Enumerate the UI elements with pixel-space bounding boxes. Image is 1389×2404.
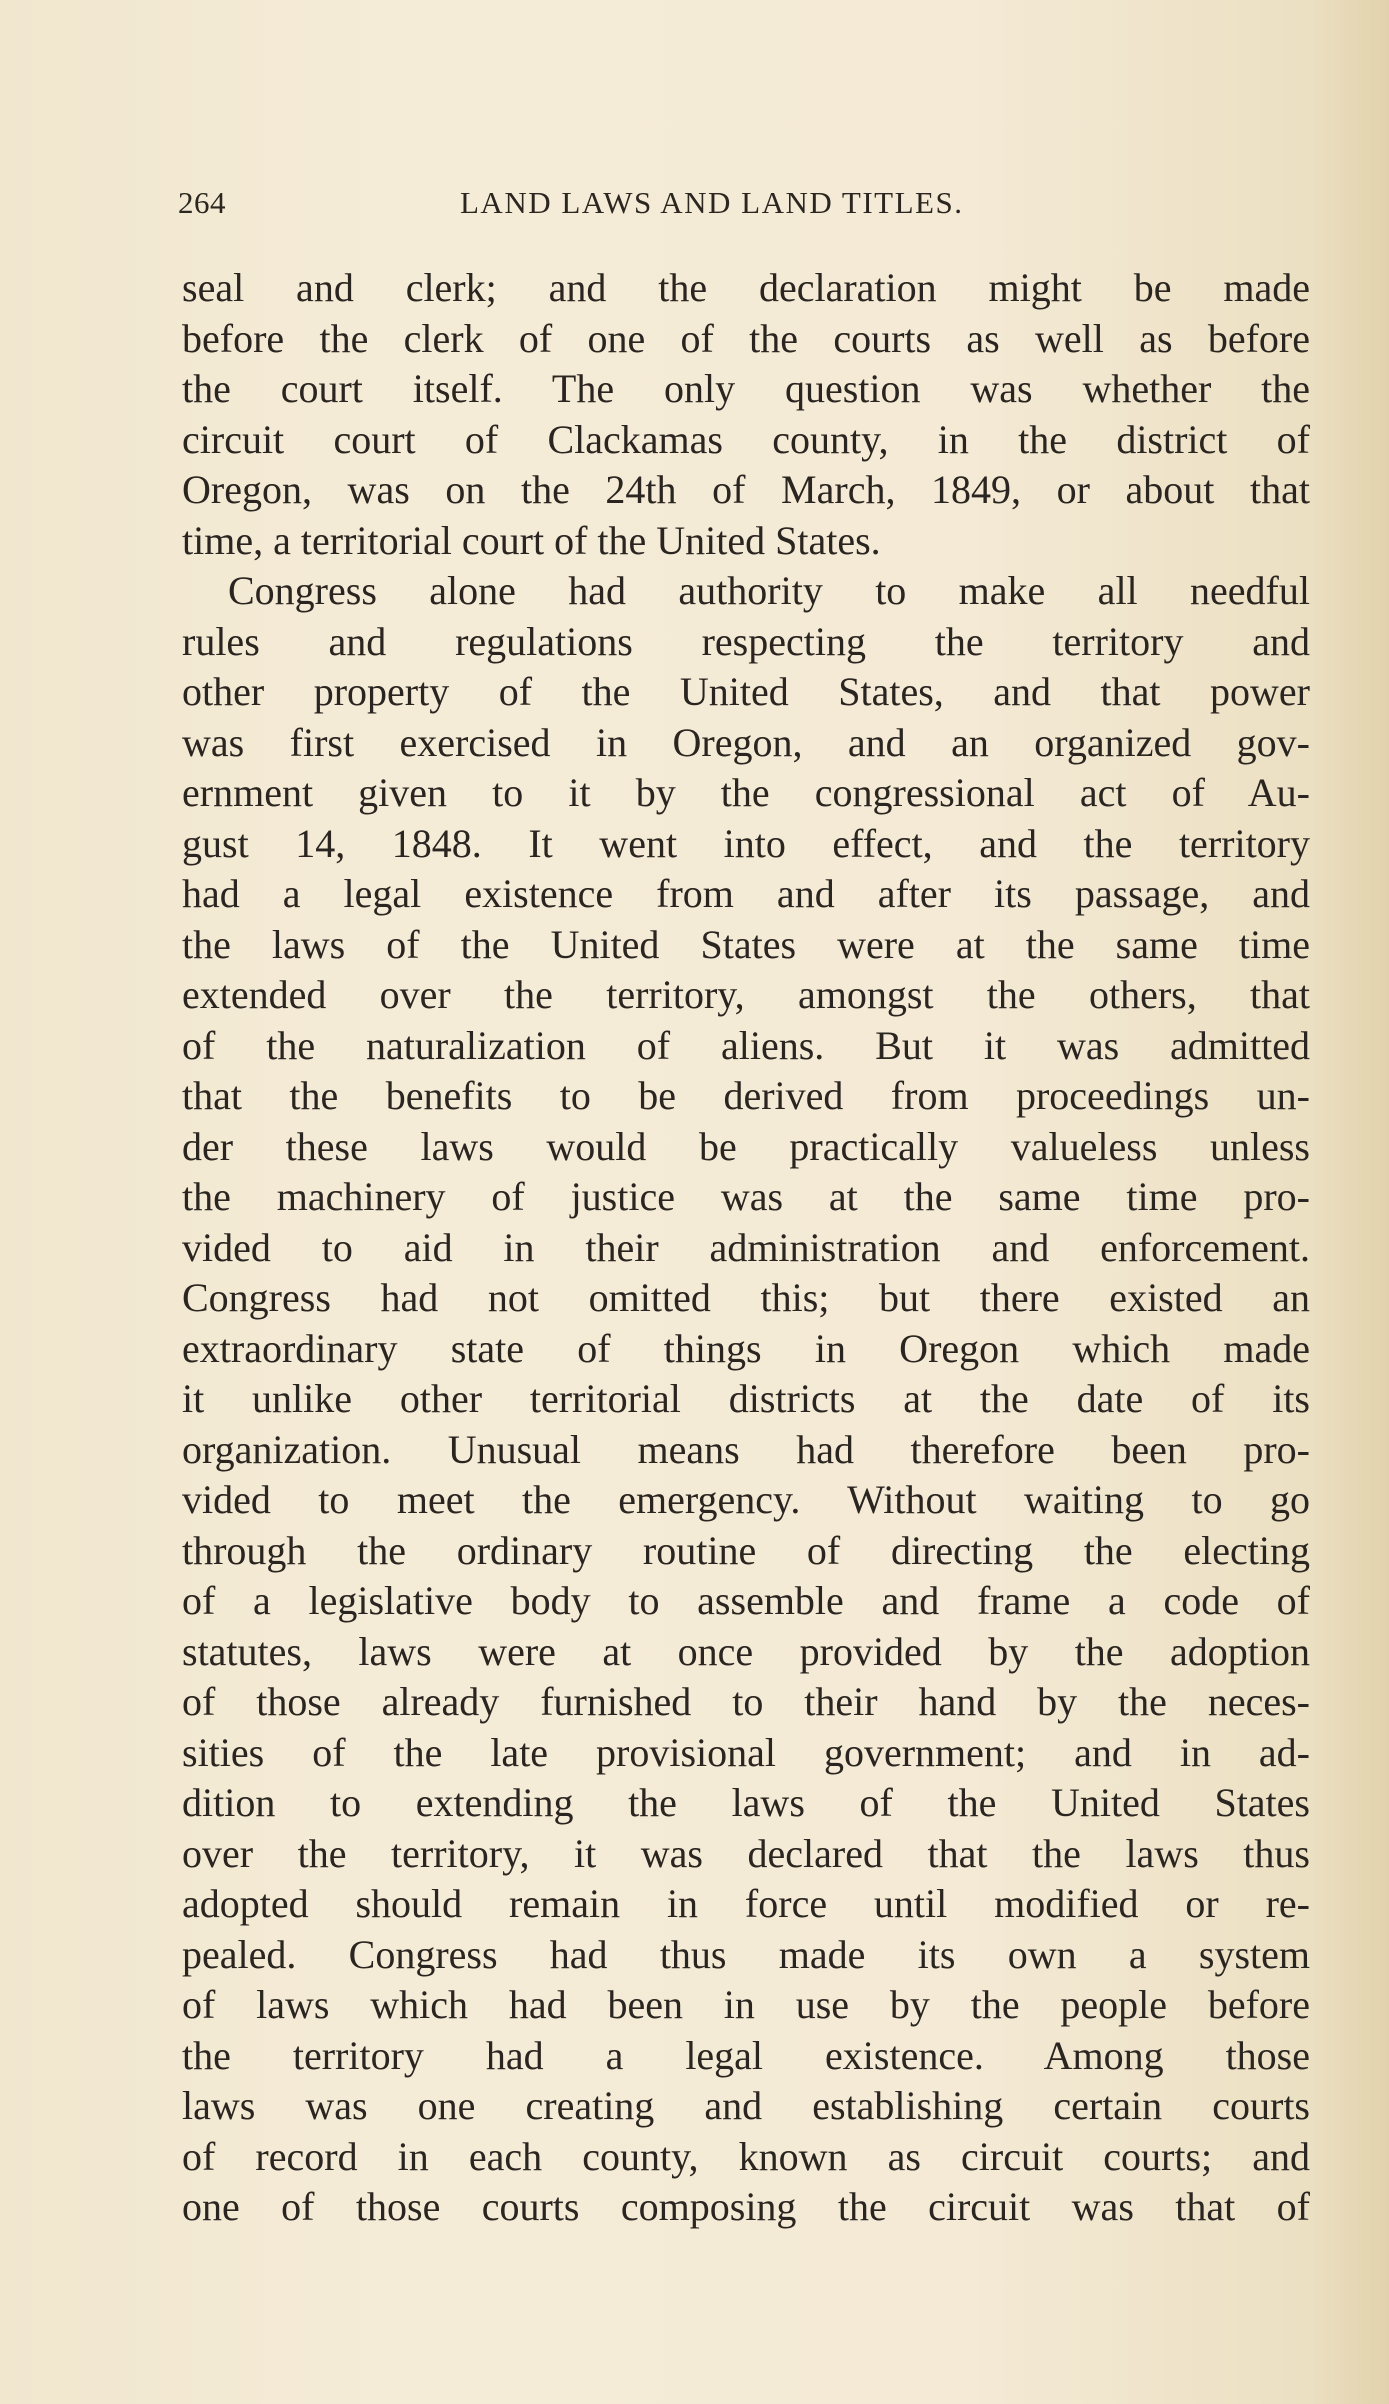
text-line: adopted should remain in force until modified or re- (182, 1881, 1310, 1926)
text-line: of laws which had been in use by the people before (182, 1982, 1310, 2027)
text-line: dition to extending the laws of the United States (182, 1780, 1310, 1825)
text-line: of record in each county, known as circuit courts; and (182, 2133, 1310, 2179)
text-line: the laws of the United States were at the same time (182, 921, 1310, 967)
running-title: LAND LAWS AND LAND TITLES. (460, 185, 964, 220)
body-text (182, 263, 1310, 2233)
text-line: the territory had a legal existence. Among those (182, 2032, 1310, 2078)
text-line: before the clerk of one of the courts as well as before (182, 315, 1310, 361)
text-line: one of those courts composing the circuit was that of (182, 2184, 1310, 2229)
text-line: the court itself. The only question was whether the (182, 366, 1310, 411)
text-line: seal and clerk; and the declaration might be made (182, 265, 1310, 310)
text-line: of the naturalization of aliens. But it was admitted (182, 1022, 1310, 1068)
text-line: of a legislative body to assemble and frame a code of (182, 1578, 1310, 1623)
text-line: circuit court of Clackamas county, in the district of (182, 416, 1310, 462)
text-line: extraordinary state of things in Oregon which made (182, 1325, 1310, 1371)
text-line: organization. Unusual means had therefore been pro- (182, 1426, 1310, 1472)
text-line: pealed. Congress had thus made its own a system (182, 1931, 1310, 1977)
text-line: sities of the late provisional government; and in ad- (182, 1729, 1310, 1775)
text-line: over the territory, it was declared that the laws thus (182, 1830, 1310, 1876)
text-line: it unlike other territorial districts at the date of its (182, 1376, 1310, 1421)
page-number: 264 (178, 185, 226, 220)
text-line: the machinery of justice was at the same time pro- (182, 1174, 1310, 1219)
text-line: statutes, laws were at once provided by the adoption (182, 1628, 1310, 1674)
text-line: that the benefits to be derived from proceedings un- (182, 1073, 1310, 1118)
text-line: der these laws would be practically valueless unless (182, 1123, 1310, 1169)
text-line: vided to meet the emergency. Without waiting to go (182, 1477, 1310, 1522)
text-line: other property of the United States, and that power (182, 669, 1310, 714)
text-line: laws was one creating and establishing certain courts (182, 2083, 1310, 2128)
text-line: had a legal existence from and after its passage, and (182, 871, 1310, 916)
text-line: rules and regulations respecting the territory and (182, 618, 1310, 664)
text-line: through the ordinary routine of directing the electing (182, 1527, 1310, 1573)
text-line: time, a territorial court of the United States. (182, 517, 881, 563)
page-header (178, 185, 1306, 225)
text-line: Congress had not omitted this; but there existed an (182, 1275, 1310, 1320)
text-line: vided to aid in their administration and enforcement. (182, 1224, 1310, 1270)
text-line: Congress alone had authority to make all needful (228, 568, 1310, 613)
text-line: ernment given to it by the congressional act of Au- (182, 770, 1310, 815)
text-line: extended over the territory, amongst the others, that (182, 972, 1310, 1017)
text-line: Oregon, was on the 24th of March, 1849, or about that (182, 467, 1310, 512)
text-line: gust 14, 1848. It went into effect, and the territory (182, 820, 1310, 866)
text-line: was first exercised in Oregon, and an organized gov- (182, 719, 1310, 765)
text-line: of those already furnished to their hand by the neces- (182, 1679, 1310, 1724)
